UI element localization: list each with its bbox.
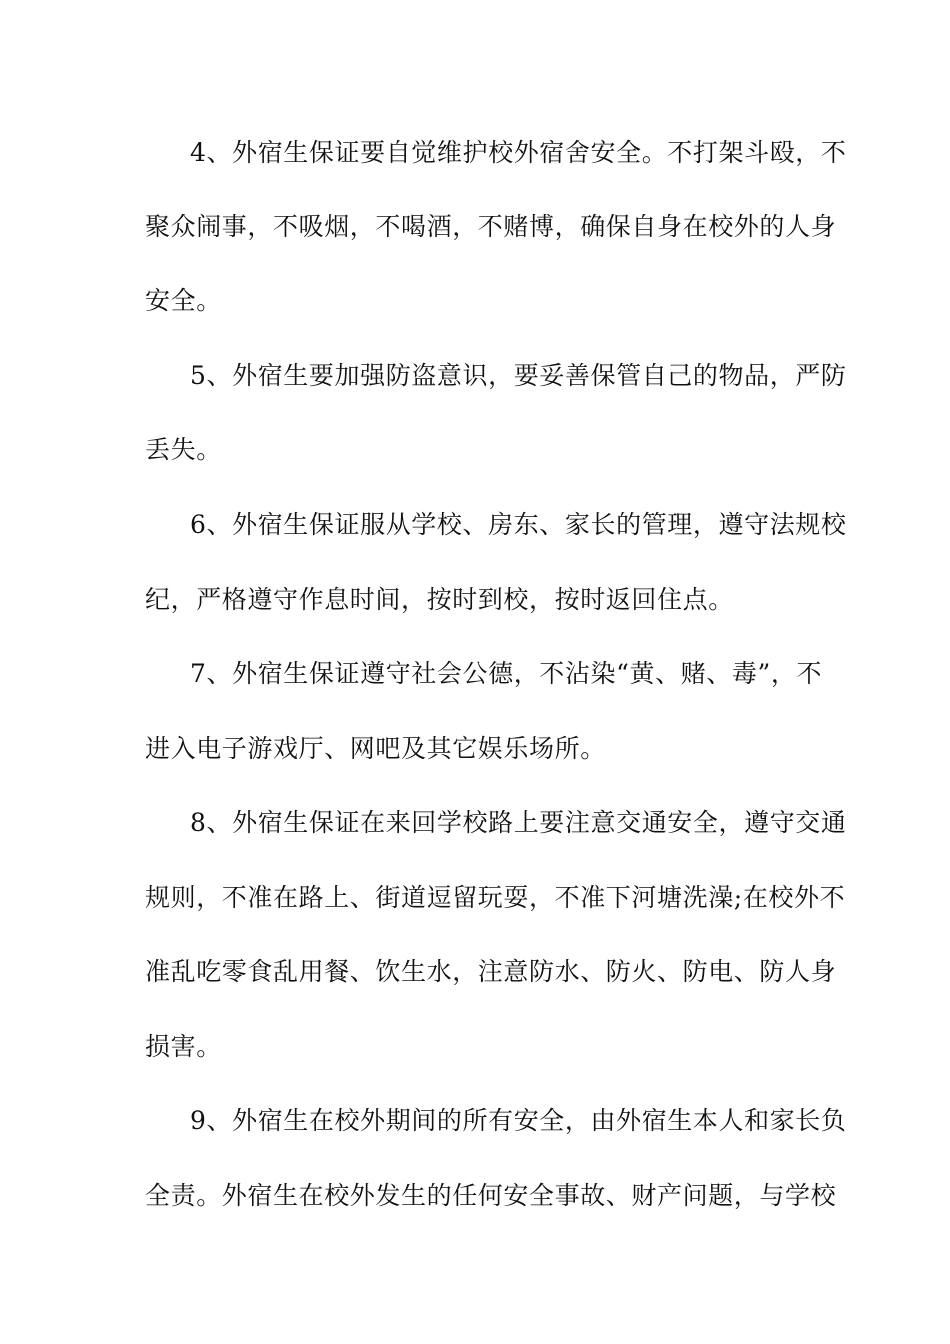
text-line: 准乱吃零食乱用餐、饮生水，注意防水、防火、防电、防人身 (145, 957, 837, 986)
text-line: 8、外宿生保证在来回学校路上要注意交通安全，遵守交通 (190, 808, 847, 837)
text-line: 规则，不准在路上、街道逗留玩耍，不准下河塘洗澡;在校外不 (145, 883, 846, 912)
text-line: 4、外宿生保证要自觉维护校外宿舍安全。不打架斗殴，不 (190, 138, 847, 167)
text-line: 7、外宿生保证遵守社会公德，不沾染“黄、赌、毒”，不 (190, 659, 823, 688)
text-line: 纪，严格遵守作息时间，按时到校，按时返回住点。 (145, 585, 734, 614)
text-line: 安全。 (145, 286, 222, 315)
text-line: 全责。外宿生在校外发生的任何安全事故、财产问题，与学校 (145, 1181, 837, 1210)
text-line: 丢失。 (145, 435, 222, 464)
text-line: 5、外宿生要加强防盗意识，要妥善保管自己的物品，严防 (190, 361, 847, 390)
text-line: 9、外宿生在校外期间的所有安全，由外宿生本人和家长负 (190, 1106, 847, 1135)
text-line: 损害。 (145, 1032, 222, 1061)
text-line: 6、外宿生保证服从学校、房东、家长的管理，遵守法规校 (190, 510, 847, 539)
text-line: 聚众闹事，不吸烟，不喝酒，不赌博，确保自身在校外的人身 (145, 212, 837, 241)
text-line: 进入电子游戏厅、网吧及其它娱乐场所。 (145, 734, 606, 763)
